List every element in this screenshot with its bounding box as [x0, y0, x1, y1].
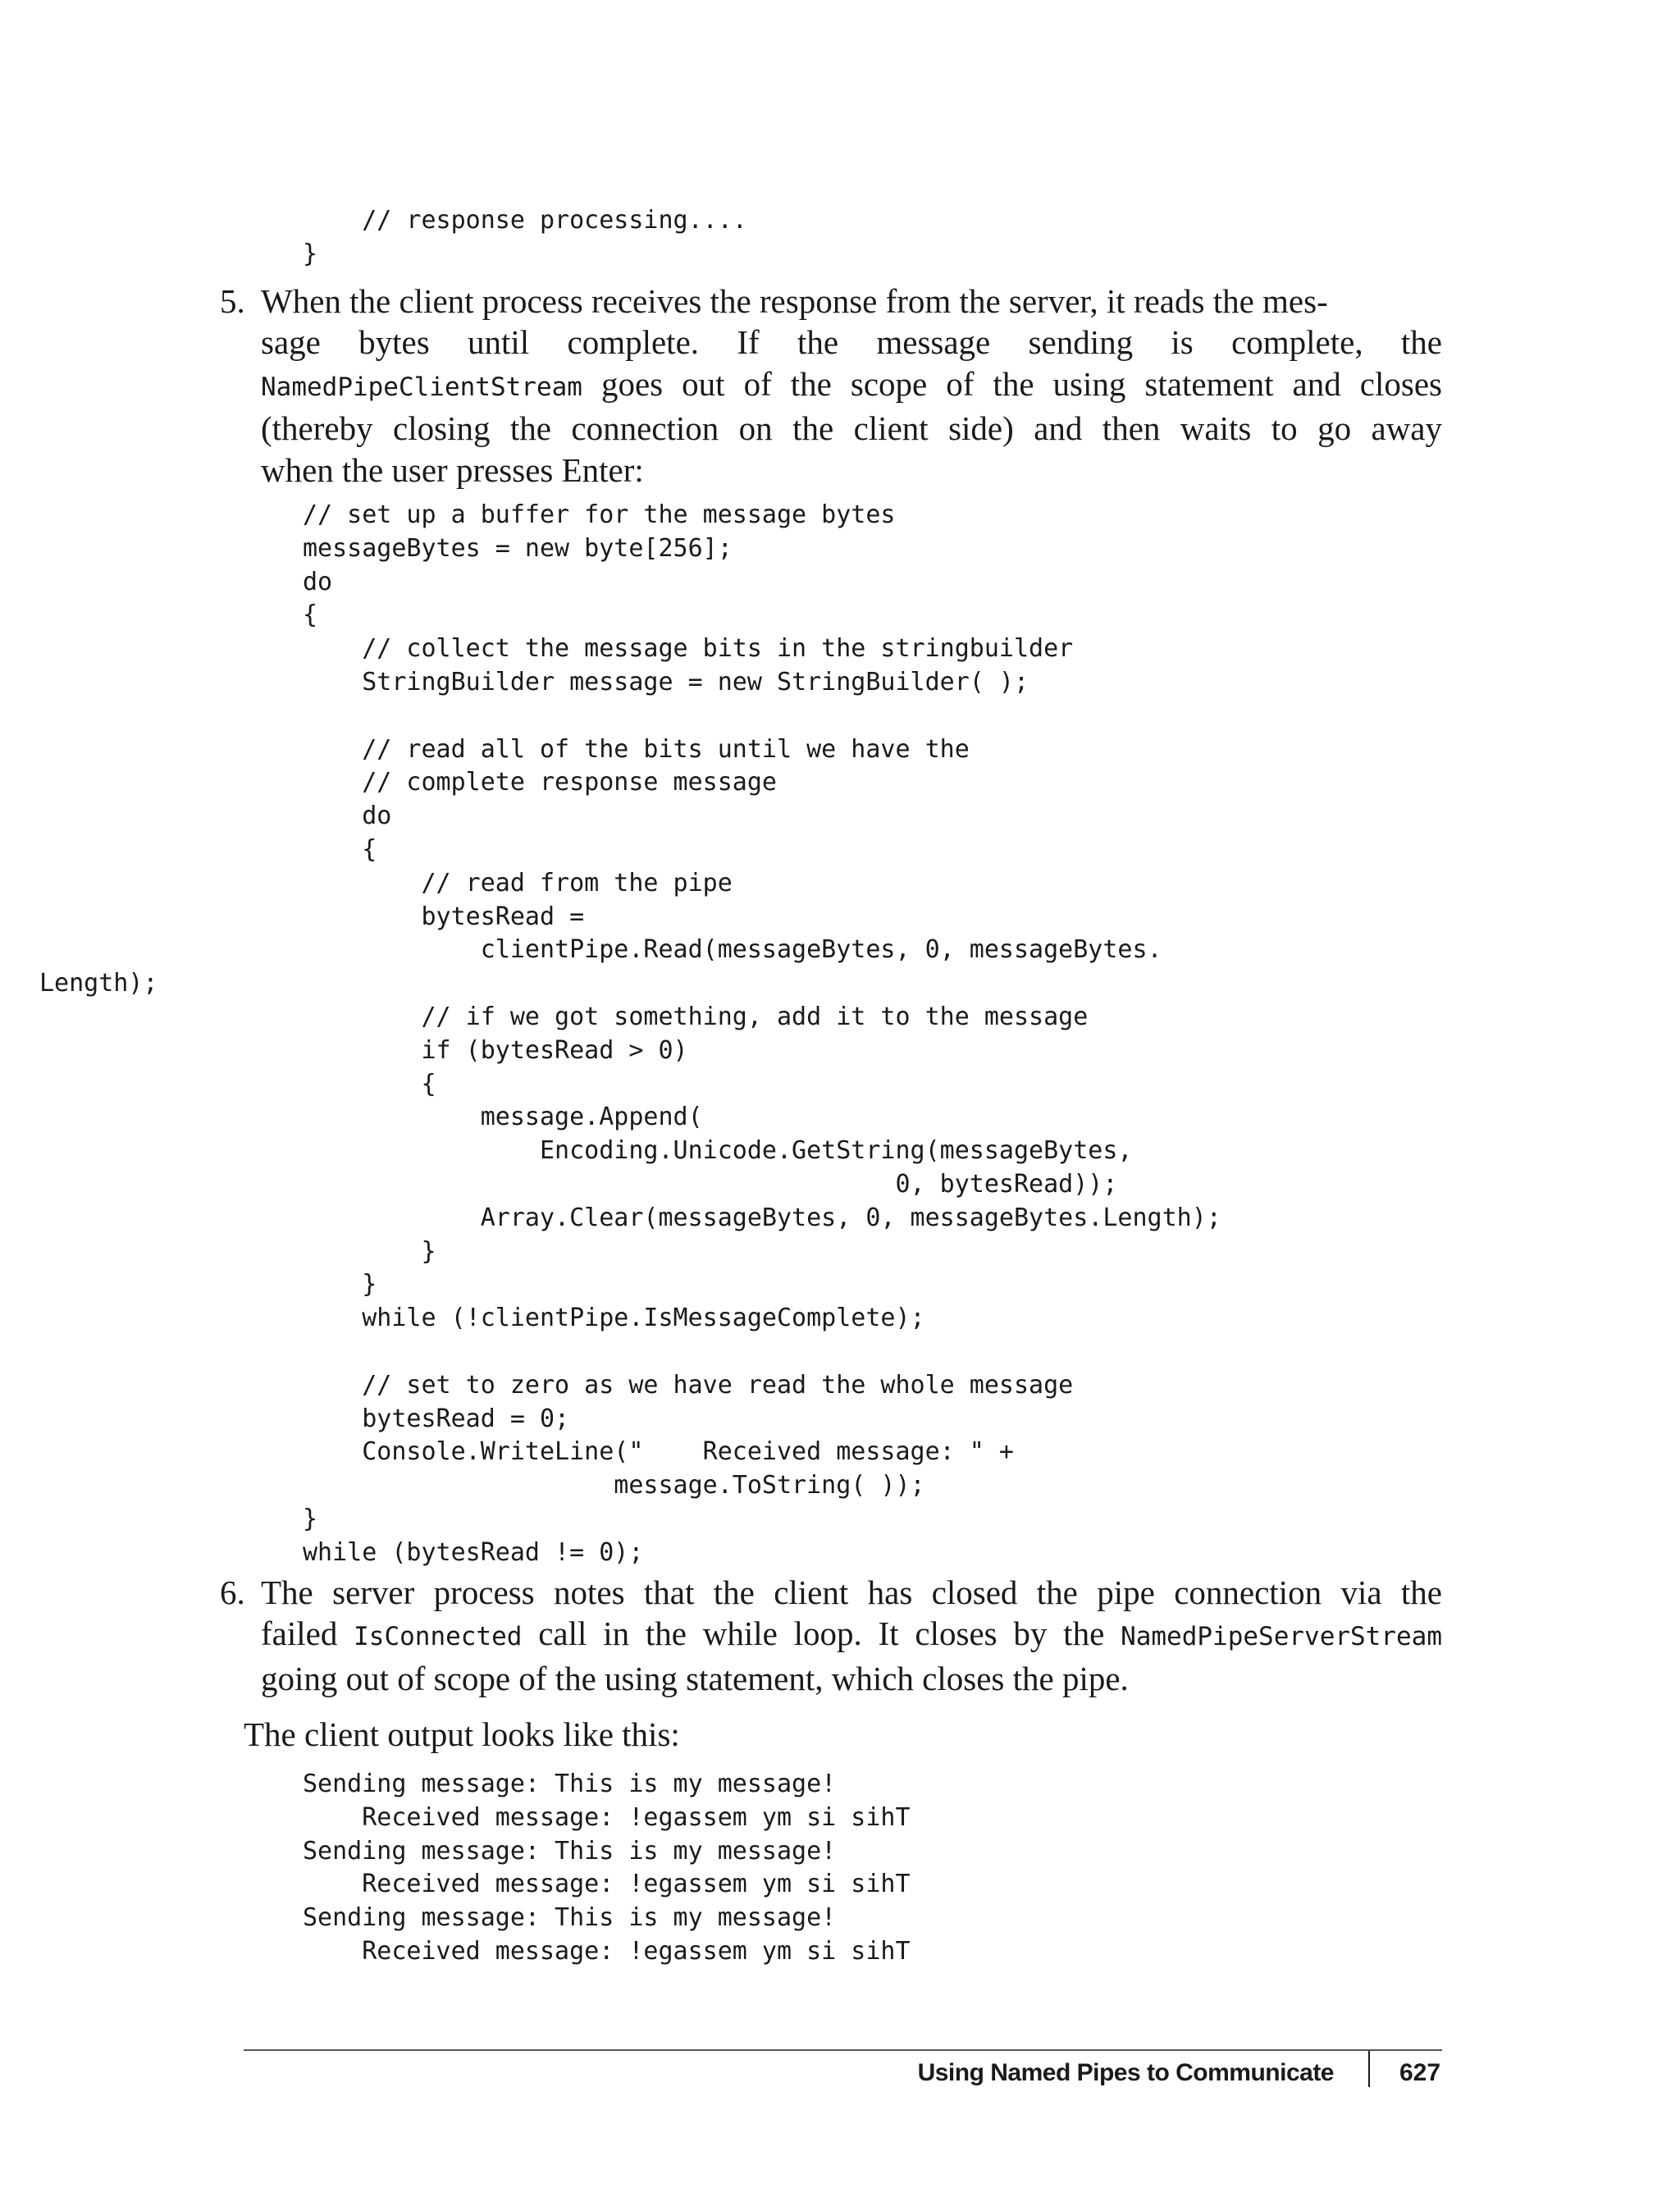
code-line: do: [303, 802, 392, 831]
paragraph-line: When the client process receives the response from the server, it reads the mes-: [261, 282, 1328, 320]
step-number: 5.: [220, 282, 245, 320]
code-line: Sending message: This is my message!: [303, 1903, 837, 1933]
paragraph-line: (thereby closing the connection on the client side) and then waits to go away: [261, 409, 1442, 448]
paragraph-line: [261, 1613, 1442, 1657]
code-block-response-processing: [303, 204, 747, 272]
code-line: // collect the message bits in the stringbuilder: [303, 634, 1074, 664]
list-item-step-5: [220, 281, 1442, 491]
page-number: 627: [1399, 2059, 1441, 2086]
code-line: StringBuilder message = new StringBuilder( );: [303, 667, 1029, 697]
code-line: }: [303, 1504, 318, 1533]
footer-rule: [244, 2049, 1442, 2051]
code-line: Received message: !egassem ym si sihT: [303, 1936, 911, 1966]
code-line: if (bytesRead > 0): [303, 1035, 688, 1065]
code-line: Received message: !egassem ym si sihT: [303, 1870, 911, 1899]
code-line: Length);: [39, 969, 158, 998]
inline-code: IsConnected: [354, 1622, 523, 1652]
code-line: bytesRead = 0;: [303, 1404, 570, 1433]
paragraph-line: The server process notes that the client has closed the pipe connection via the: [261, 1573, 1442, 1611]
code-line: clientPipe.Read(messageBytes, 0, messageBytes.: [303, 935, 1162, 965]
code-line: {: [303, 601, 318, 630]
code-line: message.ToString( ));: [303, 1471, 925, 1500]
code-line: Console.WriteLine(" Received message: " +: [303, 1437, 1014, 1467]
code-line: }: [303, 1270, 377, 1299]
inline-text: call in the while loop. It closes by the: [522, 1615, 1121, 1653]
code-line: Encoding.Unicode.GetString(messageBytes,: [303, 1136, 1133, 1166]
inline-code: NamedPipeServerStream: [1121, 1622, 1442, 1652]
paragraph-line: going out of scope of the using statement, which closes the pipe.: [261, 1659, 1129, 1697]
code-line: while (!clientPipe.IsMessageComplete);: [303, 1304, 925, 1333]
code-block-read-message: [39, 499, 1221, 1570]
code-line: Array.Clear(messageBytes, 0, messageBytes.Length);: [303, 1203, 1221, 1232]
footer-separator: [1368, 2051, 1370, 2087]
code-line: }: [303, 1236, 436, 1266]
code-line: // set to zero as we have read the whole message: [303, 1370, 1074, 1400]
code-line: do: [303, 567, 333, 596]
running-footer-title: Using Named Pipes to Communicate: [917, 2059, 1334, 2086]
inline-text: goes out of the scope of the using statement and closes: [582, 364, 1442, 403]
step-number: 6.: [220, 1573, 245, 1611]
code-line: {: [303, 1069, 436, 1098]
code-line: {: [303, 834, 377, 864]
code-line: // if we got something, add it to the message: [303, 1002, 1089, 1031]
code-block-client-output: [303, 1768, 911, 1969]
code-line: }: [303, 239, 318, 268]
code-line: message.Append(: [303, 1103, 703, 1132]
code-line: // read from the pipe: [303, 868, 733, 897]
code-line: Sending message: This is my message!: [303, 1770, 837, 1798]
code-line: Sending message: This is my message!: [303, 1836, 837, 1866]
client-output-intro: The client output looks like this:: [244, 1715, 680, 1753]
code-line: Received message: !egassem ym si sihT: [303, 1802, 911, 1832]
code-line: while (bytesRead != 0);: [303, 1537, 644, 1567]
code-line: 0, bytesRead));: [303, 1169, 1118, 1199]
code-line: // response processing....: [303, 206, 747, 235]
paragraph-line: [261, 363, 1442, 408]
paragraph-line: sage bytes until complete. If the message sending is complete, the: [261, 323, 1442, 362]
list-item-step-6: [220, 1572, 1442, 1699]
code-line: // set up a buffer for the message bytes: [303, 500, 896, 529]
inline-text: failed: [261, 1615, 354, 1653]
code-line: messageBytes = new byte[256];: [303, 533, 733, 563]
code-line: bytesRead =: [303, 902, 585, 931]
paragraph-line: when the user presses Enter:: [261, 450, 644, 489]
code-line: // complete response message: [303, 768, 777, 797]
inline-code: NamedPipeClientStream: [261, 372, 582, 402]
code-line: // read all of the bits until we have the: [303, 734, 970, 764]
